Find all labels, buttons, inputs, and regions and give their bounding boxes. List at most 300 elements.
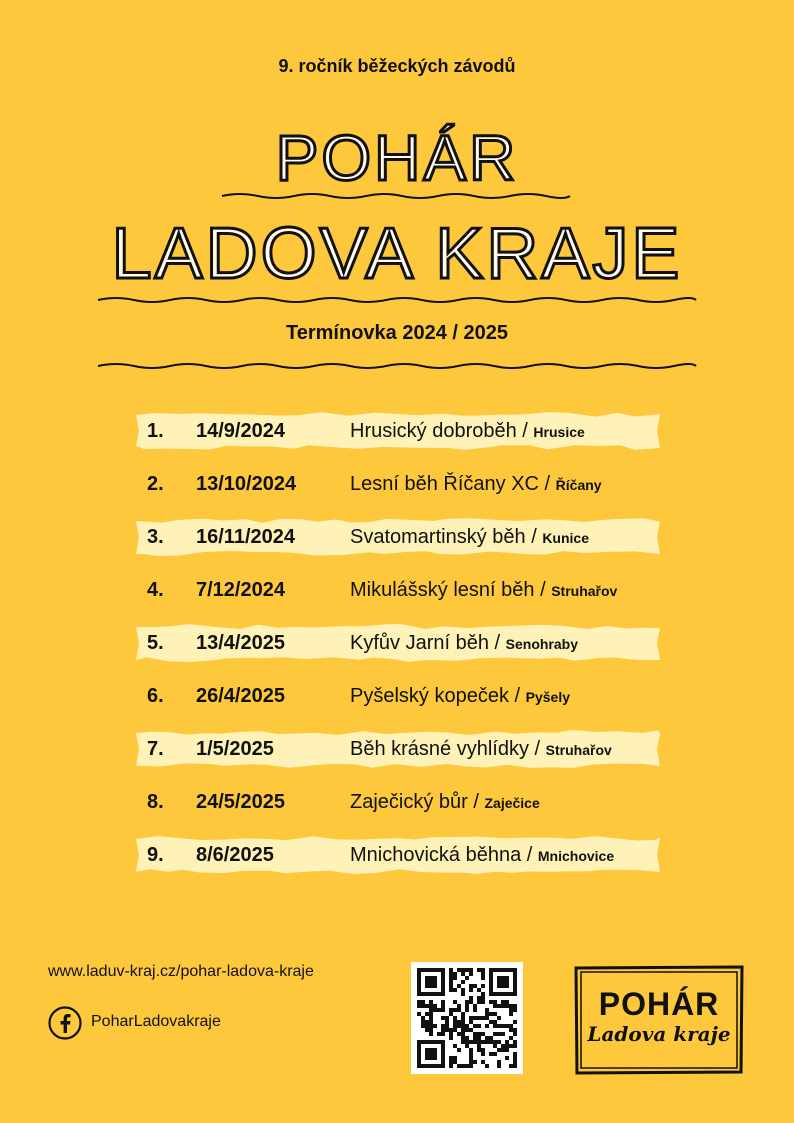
qr-module [465, 1028, 469, 1032]
qr-module [441, 1000, 445, 1004]
qr-module [501, 992, 505, 996]
qr-module [429, 1004, 433, 1008]
race-number: 3. [147, 526, 164, 548]
qr-module [433, 1008, 437, 1012]
qr-module [481, 1000, 485, 1004]
qr-module [469, 1000, 473, 1004]
qr-module [477, 1016, 481, 1020]
qr-module [425, 1056, 429, 1060]
qr-module [513, 988, 517, 992]
qr-module [469, 968, 473, 972]
qr-module [441, 972, 445, 976]
qr-module [417, 1044, 421, 1048]
qr-module [445, 1024, 449, 1028]
qr-module [477, 996, 481, 1000]
qr-module [493, 992, 497, 996]
race-row-7 [136, 729, 660, 769]
qr-module [433, 992, 437, 996]
title-line2: LADOVA KRAJE [111, 214, 683, 294]
qr-module [425, 1028, 429, 1032]
qr-module [453, 1000, 457, 1004]
qr-module [417, 1060, 421, 1064]
qr-module [425, 992, 429, 996]
qr-module [501, 980, 505, 984]
qr-module [473, 1008, 477, 1012]
qr-module [429, 984, 433, 988]
qr-module [513, 1020, 517, 1024]
qr-module [505, 1000, 509, 1004]
qr-module [441, 1016, 445, 1020]
qr-module [437, 1032, 441, 1036]
qr-module [493, 1040, 497, 1044]
qr-module [433, 984, 437, 988]
title-line1: POHÁR [275, 122, 519, 194]
qr-module [429, 1028, 433, 1032]
qr-module [465, 1036, 469, 1040]
qr-module [449, 1060, 453, 1064]
qr-module [461, 1020, 465, 1024]
qr-module [489, 988, 493, 992]
qr-module [505, 1048, 509, 1052]
qr-module [473, 1060, 477, 1064]
qr-module [433, 1040, 437, 1044]
qr-module [469, 1064, 473, 1068]
qr-module [489, 1040, 493, 1044]
qr-module [497, 1004, 501, 1008]
qr-module [429, 1056, 433, 1060]
qr-module [429, 1016, 433, 1020]
qr-module [449, 980, 453, 984]
qr-module [497, 1016, 501, 1020]
qr-module [497, 968, 501, 972]
qr-module [469, 1056, 473, 1060]
qr-module [421, 1024, 425, 1028]
race-row-8 [136, 782, 660, 822]
race-title: Lesní běh Říčany XC / Říčany [350, 473, 602, 495]
qr-module [481, 968, 485, 972]
qr-module [453, 1060, 457, 1064]
qr-module [437, 1008, 441, 1012]
qr-module [441, 1004, 445, 1008]
qr-module [441, 1060, 445, 1064]
qr-module [505, 992, 509, 996]
qr-module [501, 976, 505, 980]
qr-module [469, 1028, 473, 1032]
qr-module [441, 1040, 445, 1044]
qr-module [425, 984, 429, 988]
qr-module [513, 1056, 517, 1060]
qr-module [437, 1064, 441, 1068]
race-row-4 [136, 570, 660, 610]
facebook-icon [48, 1006, 82, 1040]
race-title: Zaječický bůr / Zaječice [350, 791, 540, 813]
qr-module [485, 1012, 489, 1016]
qr-module [417, 1004, 421, 1008]
qr-module [485, 1040, 489, 1044]
qr-module [453, 1056, 457, 1060]
qr-module [417, 1040, 421, 1044]
qr-module [429, 1008, 433, 1012]
race-row-3 [136, 517, 660, 557]
race-name: Lesní běh Říčany XC [350, 473, 539, 495]
qr-module [497, 1048, 501, 1052]
qr-module [425, 1048, 429, 1052]
season-heading: Termínovka 2024 / 2025 [286, 322, 508, 344]
qr-module [489, 980, 493, 984]
race-title: Kyfův Jarní běh / Senohraby [350, 632, 578, 654]
qr-module [421, 1016, 425, 1020]
qr-module [453, 1044, 457, 1048]
qr-module [433, 1064, 437, 1068]
race-row-6 [136, 676, 660, 716]
qr-module [513, 1028, 517, 1032]
qr-module [473, 1016, 477, 1020]
qr-module [449, 1032, 453, 1036]
qr-module [453, 1020, 457, 1024]
qr-module [453, 1008, 457, 1012]
qr-module [433, 1052, 437, 1056]
qr-module [421, 1000, 425, 1004]
qr-module [505, 1024, 509, 1028]
qr-module [461, 1064, 465, 1068]
qr-module [453, 988, 457, 992]
qr-module [513, 1004, 517, 1008]
qr-module [453, 972, 457, 976]
qr-module [441, 984, 445, 988]
race-name: Pyšelský kopeček [350, 685, 509, 707]
race-row-5 [136, 623, 660, 663]
qr-module [449, 1008, 453, 1012]
qr-module [489, 984, 493, 988]
qr-module [513, 1040, 517, 1044]
qr-module [509, 1044, 513, 1048]
qr-module [433, 976, 437, 980]
qr-module [457, 1008, 461, 1012]
qr-module [449, 968, 453, 972]
race-place: Kunice [542, 530, 589, 546]
qr-module [441, 1064, 445, 1068]
race-name: Kyfův Jarní běh [350, 632, 489, 654]
qr-module [429, 980, 433, 984]
race-name: Běh krásné vyhlídky [350, 738, 529, 760]
facebook-name: PoharLadovakraje [91, 1013, 221, 1030]
qr-module [421, 1040, 425, 1044]
qr-module [469, 1048, 473, 1052]
qr-module [477, 1048, 481, 1052]
logo-subtitle: Ladova kraje [587, 1022, 731, 1046]
qr-module [469, 996, 473, 1000]
qr-module [461, 1040, 465, 1044]
qr-module [425, 1052, 429, 1056]
qr-module [417, 1000, 421, 1004]
qr-module [429, 1064, 433, 1068]
qr-module [441, 1028, 445, 1032]
qr-module [425, 1012, 429, 1016]
qr-module [477, 1040, 481, 1044]
race-number: 8. [147, 791, 164, 813]
qr-module [433, 1004, 437, 1008]
race-place: Zaječice [484, 795, 540, 811]
qr-module [417, 1064, 421, 1068]
qr-module [425, 1020, 429, 1024]
qr-module [513, 972, 517, 976]
race-row-2 [136, 464, 660, 504]
qr-module [473, 1040, 477, 1044]
qr-module [449, 972, 453, 976]
qr-module [433, 968, 437, 972]
qr-module [469, 1040, 473, 1044]
qr-module [485, 1016, 489, 1020]
qr-module [513, 984, 517, 988]
qr-module [505, 976, 509, 980]
qr-module [453, 1016, 457, 1020]
qr-module [465, 1004, 469, 1008]
qr-module [489, 972, 493, 976]
qr-module [441, 1044, 445, 1048]
qr-module [501, 1044, 505, 1048]
qr-module [441, 1032, 445, 1036]
qr-module [493, 1000, 497, 1004]
qr-module [505, 1044, 509, 1048]
qr-module [453, 976, 457, 980]
race-date: 13/10/2024 [196, 473, 297, 495]
race-place: Struhařov [551, 583, 618, 599]
race-number: 4. [147, 579, 164, 601]
qr-module [441, 988, 445, 992]
qr-module [461, 992, 465, 996]
qr-module [509, 1028, 513, 1032]
qr-module [449, 988, 453, 992]
qr-module [417, 1012, 421, 1016]
qr-module [461, 1012, 465, 1016]
race-number: 2. [147, 473, 164, 495]
race-place: Mnichovice [537, 848, 615, 864]
qr-module [449, 1036, 453, 1040]
qr-module [417, 980, 421, 984]
race-date: 13/4/2025 [196, 632, 285, 654]
race-date: 24/5/2025 [196, 791, 285, 813]
qr-module [477, 1000, 481, 1004]
qr-module [481, 1048, 485, 1052]
qr-module [497, 1032, 501, 1036]
qr-module [465, 1064, 469, 1068]
qr-module [473, 1004, 477, 1008]
qr-module [513, 1060, 517, 1064]
qr-module [489, 1036, 493, 1040]
qr-module [501, 1024, 505, 1028]
qr-module [509, 1024, 513, 1028]
race-place: Struhařov [545, 742, 612, 758]
race-name: Mnichovická běhna [350, 844, 522, 866]
qr-module [473, 1036, 477, 1040]
race-date: 14/9/2024 [196, 420, 285, 442]
qr-module [441, 976, 445, 980]
qr-module [477, 1044, 481, 1048]
qr-module [469, 988, 473, 992]
qr-code[interactable] [411, 962, 523, 1074]
race-place: Říčany [555, 477, 602, 493]
qr-module [469, 1016, 473, 1020]
qr-module [437, 1040, 441, 1044]
qr-module [485, 1036, 489, 1040]
qr-module [485, 1008, 489, 1012]
race-number: 5. [147, 632, 164, 654]
qr-module [489, 968, 493, 972]
qr-module [421, 1004, 425, 1008]
race-number: 7. [147, 738, 164, 760]
qr-module [461, 1024, 465, 1028]
qr-module [457, 1004, 461, 1008]
qr-module [481, 1040, 485, 1044]
qr-module [477, 988, 481, 992]
qr-module [445, 1016, 449, 1020]
qr-module [489, 1012, 493, 1016]
qr-module [465, 968, 469, 972]
qr-module [481, 1052, 485, 1056]
qr-module [441, 980, 445, 984]
qr-module [437, 968, 441, 972]
qr-module [513, 992, 517, 996]
qr-module [425, 968, 429, 972]
qr-module [509, 1008, 513, 1012]
qr-module [469, 1052, 473, 1056]
qr-module [429, 1020, 433, 1024]
qr-module [433, 1024, 437, 1028]
qr-module [441, 992, 445, 996]
qr-module [417, 992, 421, 996]
qr-module [493, 1024, 497, 1028]
qr-module [509, 1004, 513, 1008]
qr-module [481, 996, 485, 1000]
qr-module [497, 984, 501, 988]
qr-module [497, 1060, 501, 1064]
race-title: Běh krásné vyhlídky / Struhařov [350, 738, 612, 760]
qr-module [445, 1020, 449, 1024]
qr-module [465, 976, 469, 980]
qr-module [425, 976, 429, 980]
race-place: Pyšely [525, 689, 571, 705]
race-row-9 [136, 835, 660, 875]
qr-module [449, 1012, 453, 1016]
qr-module [485, 1024, 489, 1028]
qr-module [429, 1052, 433, 1056]
qr-module [429, 1040, 433, 1044]
qr-module [429, 1024, 433, 1028]
qr-module [457, 1032, 461, 1036]
qr-module [513, 976, 517, 980]
race-date: 1/5/2025 [196, 738, 274, 760]
qr-module [421, 992, 425, 996]
qr-module [465, 1008, 469, 1012]
qr-module [457, 968, 461, 972]
logo-title: POHÁR [598, 986, 720, 1022]
qr-module [417, 976, 421, 980]
race-date: 8/6/2025 [196, 844, 274, 866]
qr-module [461, 980, 465, 984]
qr-module [461, 972, 465, 976]
qr-module [449, 976, 453, 980]
qr-module [433, 1056, 437, 1060]
qr-module [493, 1044, 497, 1048]
race-title: Svatomartinský běh / Kunice [350, 526, 589, 548]
qr-module [481, 976, 485, 980]
qr-module [473, 984, 477, 988]
qr-module [465, 1040, 469, 1044]
qr-module [497, 1040, 501, 1044]
qr-module [465, 1024, 469, 1028]
race-number: 9. [147, 844, 164, 866]
qr-module [481, 1032, 485, 1036]
qr-module [485, 1064, 489, 1068]
qr-module [481, 1016, 485, 1020]
edition-subtitle: 9. ročník běžeckých závodů [278, 56, 516, 76]
qr-module [493, 1052, 497, 1056]
qr-module [421, 1020, 425, 1024]
qr-module [493, 1032, 497, 1036]
qr-module [513, 1032, 517, 1036]
qr-module [477, 1032, 481, 1036]
qr-module [417, 988, 421, 992]
qr-module [493, 968, 497, 972]
qr-module [489, 992, 493, 996]
qr-module [513, 968, 517, 972]
qr-module [441, 1024, 445, 1028]
qr-module [433, 980, 437, 984]
qr-module [457, 1024, 461, 1028]
qr-module [425, 1040, 429, 1044]
qr-module [505, 1056, 509, 1060]
qr-module [505, 980, 509, 984]
qr-module [441, 1056, 445, 1060]
qr-module [501, 1000, 505, 1004]
qr-module [497, 980, 501, 984]
qr-module [425, 980, 429, 984]
event-logo [573, 964, 745, 1076]
qr-module [465, 1000, 469, 1004]
qr-module [497, 1024, 501, 1028]
qr-module [509, 992, 513, 996]
website-url[interactable]: www.laduv-kraj.cz/pohar-ladova-kraje [48, 963, 314, 980]
qr-module [457, 1020, 461, 1024]
qr-module [417, 1056, 421, 1060]
qr-module [441, 1048, 445, 1052]
qr-module [509, 968, 513, 972]
qr-module [441, 1008, 445, 1012]
qr-module [425, 1004, 429, 1008]
qr-module [481, 1060, 485, 1064]
qr-module [441, 1052, 445, 1056]
qr-module [461, 1036, 465, 1040]
qr-module [457, 984, 461, 988]
qr-module [421, 968, 425, 972]
race-name: Svatomartinský běh [350, 526, 526, 548]
qr-module [493, 1020, 497, 1024]
qr-module [481, 984, 485, 988]
qr-module [477, 968, 481, 972]
qr-module [513, 1064, 517, 1068]
qr-module [513, 1052, 517, 1056]
race-name: Hrusický dobroběh [350, 420, 517, 442]
qr-module [417, 1052, 421, 1056]
qr-module [481, 972, 485, 976]
qr-module [477, 1036, 481, 1040]
qr-module [425, 1024, 429, 1028]
qr-module [449, 1056, 453, 1060]
qr-module [513, 1044, 517, 1048]
qr-module [453, 1028, 457, 1032]
qr-module [509, 1012, 513, 1016]
qr-module [505, 984, 509, 988]
